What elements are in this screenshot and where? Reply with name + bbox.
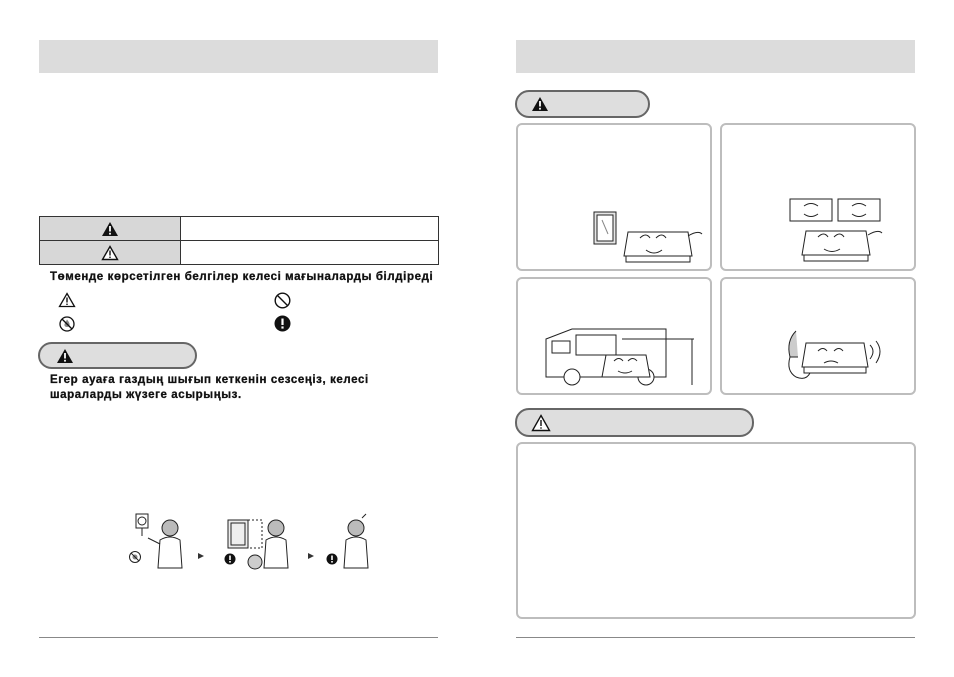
cooktop-burners-illustration — [788, 197, 898, 265]
notice-line: Төменде көрсетілген белгілер келесі мағыналарды білдіреді — [50, 271, 434, 283]
cooktop-vehicle-illustration — [542, 325, 698, 387]
right-header-bar — [516, 40, 915, 73]
illustration-box-window — [516, 123, 712, 271]
arrow-icon — [198, 553, 204, 559]
gas-leak-text-line1: Егер ауаға газдың шығып кеткенін сезсеңіз, келесі — [50, 374, 369, 386]
phone-call-figure — [344, 514, 368, 568]
table-row-caution — [40, 241, 438, 264]
woman-fan-figure — [136, 514, 182, 568]
warning-pill-right — [515, 90, 650, 118]
caution-triangle-outline-icon — [101, 245, 119, 261]
right-footer-rule — [516, 637, 915, 638]
illustration-box-vehicle — [516, 277, 712, 395]
gas-leak-illustration — [128, 510, 378, 572]
caution-triangle-outline-icon — [58, 292, 76, 308]
left-header-bar — [39, 40, 438, 73]
illustration-box-burners — [720, 123, 916, 271]
warning-triangle-filled-icon — [101, 221, 119, 237]
window-open-figure — [228, 520, 288, 569]
warning-triangle-filled-icon — [531, 96, 549, 112]
no-fire-icon — [130, 552, 141, 563]
table-row-warning — [40, 217, 438, 241]
exclamation-circle-icon — [327, 554, 338, 565]
warning-triangle-filled-icon — [56, 348, 74, 364]
arrow-icon — [308, 553, 314, 559]
illustration-box-cord — [720, 277, 916, 395]
no-fire-icon — [59, 316, 75, 332]
caution-triangle-outline-icon — [531, 414, 551, 432]
exclamation-circle-icon — [225, 554, 236, 565]
prohibited-icon — [274, 292, 291, 309]
caution-content-box — [516, 442, 916, 619]
symbols-table — [39, 216, 439, 265]
cooktop-power-cord-illustration — [776, 323, 896, 385]
warning-pill-left — [38, 342, 197, 369]
exclamation-circle-icon — [274, 315, 291, 332]
caution-pill-right — [515, 408, 754, 437]
cooktop-window-illustration — [588, 210, 708, 266]
left-footer-rule — [39, 637, 438, 638]
gas-leak-text-line2: шараларды жүзеге асырыңыз. — [50, 389, 242, 401]
